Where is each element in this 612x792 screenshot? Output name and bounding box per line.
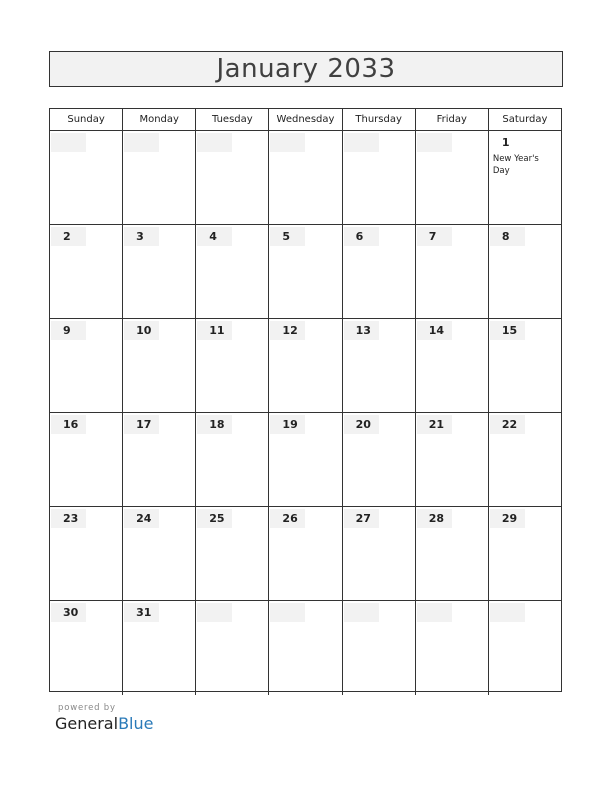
day-cell <box>489 131 561 224</box>
day-number: 16 <box>51 415 86 434</box>
day-cell <box>269 601 342 695</box>
weekday-header-row <box>50 109 561 131</box>
day-number <box>344 603 379 622</box>
powered-by-text: powered by <box>58 703 116 713</box>
day-number: 14 <box>417 321 452 340</box>
day-cell <box>196 601 269 695</box>
day-cell <box>489 319 561 412</box>
day-cell <box>489 225 561 318</box>
day-number <box>270 133 305 152</box>
day-number: 22 <box>490 415 525 434</box>
day-cell <box>196 413 269 506</box>
day-cell <box>123 225 196 318</box>
day-cell <box>123 507 196 600</box>
day-number <box>197 603 232 622</box>
day-number: 21 <box>417 415 452 434</box>
day-number: 3 <box>124 227 159 246</box>
day-number <box>51 133 86 152</box>
day-cell <box>123 601 196 695</box>
calendar-title-box <box>49 51 563 87</box>
day-cell <box>123 131 196 224</box>
day-number: 19 <box>270 415 305 434</box>
weekday-tuesday: Tuesday <box>196 109 269 130</box>
day-cell <box>196 507 269 600</box>
day-cell <box>416 507 489 600</box>
day-number: 29 <box>490 509 525 528</box>
week-row <box>50 131 561 225</box>
weekday-sunday: Sunday <box>50 109 123 130</box>
day-number <box>197 133 232 152</box>
week-row <box>50 319 561 413</box>
weekday-monday: Monday <box>123 109 196 130</box>
day-cell <box>196 319 269 412</box>
day-number: 17 <box>124 415 159 434</box>
day-cell <box>269 319 342 412</box>
day-cell <box>196 131 269 224</box>
day-cell <box>269 507 342 600</box>
calendar-grid <box>49 108 562 692</box>
day-number <box>270 603 305 622</box>
day-cell <box>50 225 123 318</box>
week-row <box>50 413 561 507</box>
day-cell <box>343 131 416 224</box>
day-cell <box>343 413 416 506</box>
day-cell <box>416 319 489 412</box>
day-number: 18 <box>197 415 232 434</box>
day-number: 6 <box>344 227 379 246</box>
day-cell <box>50 131 123 224</box>
calendar-title: January 2033 <box>216 54 396 84</box>
weekday-saturday: Saturday <box>502 114 548 125</box>
day-number: 10 <box>124 321 159 340</box>
footer-logo <box>55 703 153 733</box>
day-cell <box>343 319 416 412</box>
week-row <box>50 507 561 601</box>
day-number: 4 <box>197 227 232 246</box>
day-cell <box>416 131 489 224</box>
day-cell <box>489 601 561 695</box>
holiday-label: New Year's Day <box>492 154 539 176</box>
day-number: 11 <box>197 321 232 340</box>
day-number: 28 <box>417 509 452 528</box>
day-cell <box>269 413 342 506</box>
week-row <box>50 601 561 695</box>
day-cell <box>50 413 123 506</box>
day-cell <box>343 601 416 695</box>
day-cell <box>196 225 269 318</box>
day-number: 12 <box>270 321 305 340</box>
day-cell <box>50 319 123 412</box>
day-number <box>417 603 452 622</box>
brand-logo <box>55 714 153 733</box>
day-number: 31 <box>124 603 159 622</box>
day-number: 25 <box>197 509 232 528</box>
day-number: 30 <box>51 603 86 622</box>
day-number <box>344 133 379 152</box>
day-cell <box>123 413 196 506</box>
day-cell <box>50 507 123 600</box>
weekday-wednesday: Wednesday <box>269 109 342 130</box>
day-cell <box>269 225 342 318</box>
day-cell <box>489 507 561 600</box>
brand-blue: Blue <box>118 714 154 733</box>
day-number: 13 <box>344 321 379 340</box>
day-cell <box>343 225 416 318</box>
week-row <box>50 225 561 319</box>
weekday-thursday: Thursday <box>343 109 416 130</box>
day-number <box>124 133 159 152</box>
day-number: 8 <box>490 227 525 246</box>
day-cell <box>123 319 196 412</box>
brand-general: General <box>55 714 119 733</box>
day-number: 9 <box>51 321 86 340</box>
day-number: 27 <box>344 509 379 528</box>
day-number: 5 <box>270 227 305 246</box>
day-cell <box>343 507 416 600</box>
day-cell <box>416 413 489 506</box>
day-cell <box>50 601 123 695</box>
day-cell <box>269 131 342 224</box>
day-cell <box>416 601 489 695</box>
day-number: 20 <box>344 415 379 434</box>
day-number: 15 <box>490 321 525 340</box>
day-number: 2 <box>51 227 86 246</box>
day-number: 23 <box>51 509 86 528</box>
day-cell <box>489 413 561 506</box>
day-number <box>490 603 525 622</box>
day-number: 1 <box>490 133 525 152</box>
day-number <box>417 133 452 152</box>
day-cell <box>416 225 489 318</box>
day-number: 26 <box>270 509 305 528</box>
day-number: 7 <box>417 227 452 246</box>
day-number: 24 <box>124 509 159 528</box>
weekday-friday: Friday <box>416 109 489 130</box>
